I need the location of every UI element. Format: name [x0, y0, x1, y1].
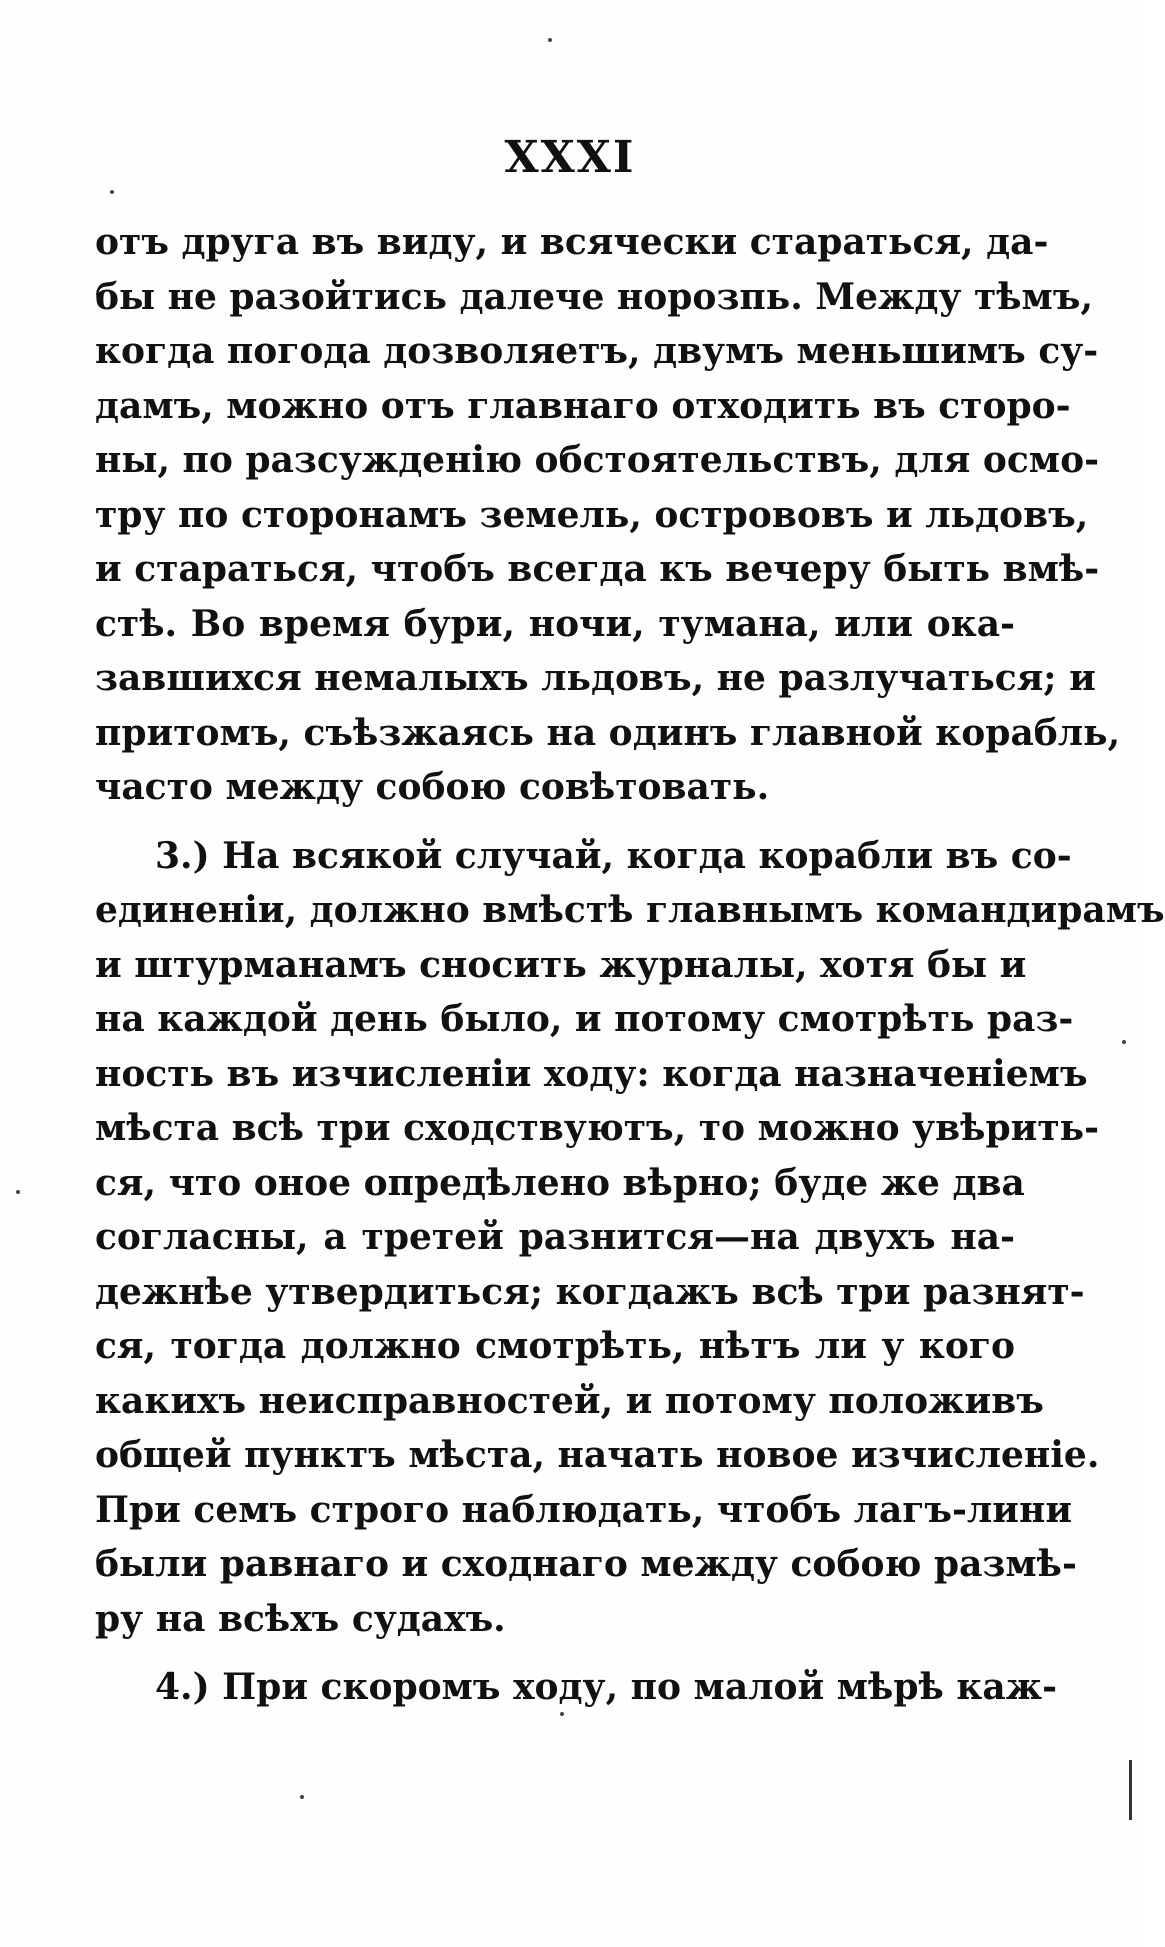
- page-number: XXXI: [504, 132, 636, 183]
- text-line: и стараться, чтобъ всегда къ вечеру быть вмѣ-: [95, 548, 1100, 590]
- text-line: стѣ. Во время бури, ночи, тумана, или ока-: [95, 602, 1015, 645]
- text-line: притомъ, съѣзжаясь на одинъ главной корабль,: [95, 711, 1121, 754]
- scan-speck: [16, 1190, 20, 1194]
- text-line: какихъ неисправностей, и потому положивъ: [95, 1379, 1044, 1422]
- paragraph-1: [95, 215, 1121, 815]
- scan-speck: [110, 190, 114, 194]
- text-line: согласны, а третей разнится—на двухъ на-: [95, 1216, 1015, 1258]
- scan-speck: [300, 1795, 304, 1799]
- paragraph-2: [95, 829, 1165, 1647]
- text-line: бы не разойтись далече норозпь. Между тѣмъ,: [95, 275, 1093, 318]
- text-line: были равнаго и сходнаго между собою размѣ-: [95, 1543, 1077, 1585]
- scan-margin-mark: [1129, 1760, 1132, 1820]
- text-line: часто между собою совѣтовать.: [95, 766, 770, 808]
- body-text: [95, 215, 1165, 1715]
- text-line: ся, тогда должно смотрѣть, нѣтъ ли у кого: [95, 1325, 1015, 1367]
- text-line: дежнѣе утвердиться; когдажъ всѣ три разнят-: [95, 1270, 1085, 1313]
- text-line: дамъ, можно отъ главнаго отходить въ сторо-: [95, 384, 1071, 427]
- text-line: ны, по разсужденію обстоятельствъ, для осмо-: [95, 439, 1100, 481]
- text-line: общей пунктъ мѣста, начать новое изчисленіе.: [95, 1434, 1100, 1476]
- text-line: ру на всѣхъ судахъ.: [95, 1597, 506, 1640]
- text-line: завшихся немалыхъ льдовъ, не разлучаться; и: [95, 657, 1096, 699]
- text-line: При семъ строго наблюдать, чтобъ лагъ-лини: [95, 1488, 1073, 1531]
- scan-speck: [560, 1712, 564, 1716]
- text-line: на каждой день было, и потому смотрѣть раз-: [95, 998, 1074, 1040]
- text-line: ся, что оное опредѣлено вѣрно; буде же два: [95, 1161, 1025, 1204]
- text-line: когда погода дозволяетъ, двумъ меньшимъ су-: [95, 330, 1099, 372]
- text-line: отъ друга въ виду, и всячески стараться, да-: [95, 221, 1049, 263]
- text-line: ность въ изчисленіи ходу: когда назначеніемъ: [95, 1052, 1088, 1095]
- scan-speck: [1122, 1040, 1126, 1044]
- text-line: единеніи, должно вмѣстѣ главнымъ командирамъ: [95, 889, 1165, 931]
- text-line: 3.) На всякой случай, когда корабли въ со-: [155, 834, 1072, 877]
- scan-speck: [548, 38, 552, 42]
- text-line: 4.) При скоромъ ходу, по малой мѣрѣ каж-: [155, 1666, 1058, 1708]
- text-line: мѣста всѣ три сходствуютъ, то можно увѣрить-: [95, 1107, 1100, 1149]
- text-line: и штурманамъ сносить журналы, хотя бы и: [95, 943, 1027, 986]
- text-line: тру по сторонамъ земель, острововъ и льдовъ,: [95, 493, 1089, 536]
- paragraph-3: [95, 1660, 1058, 1715]
